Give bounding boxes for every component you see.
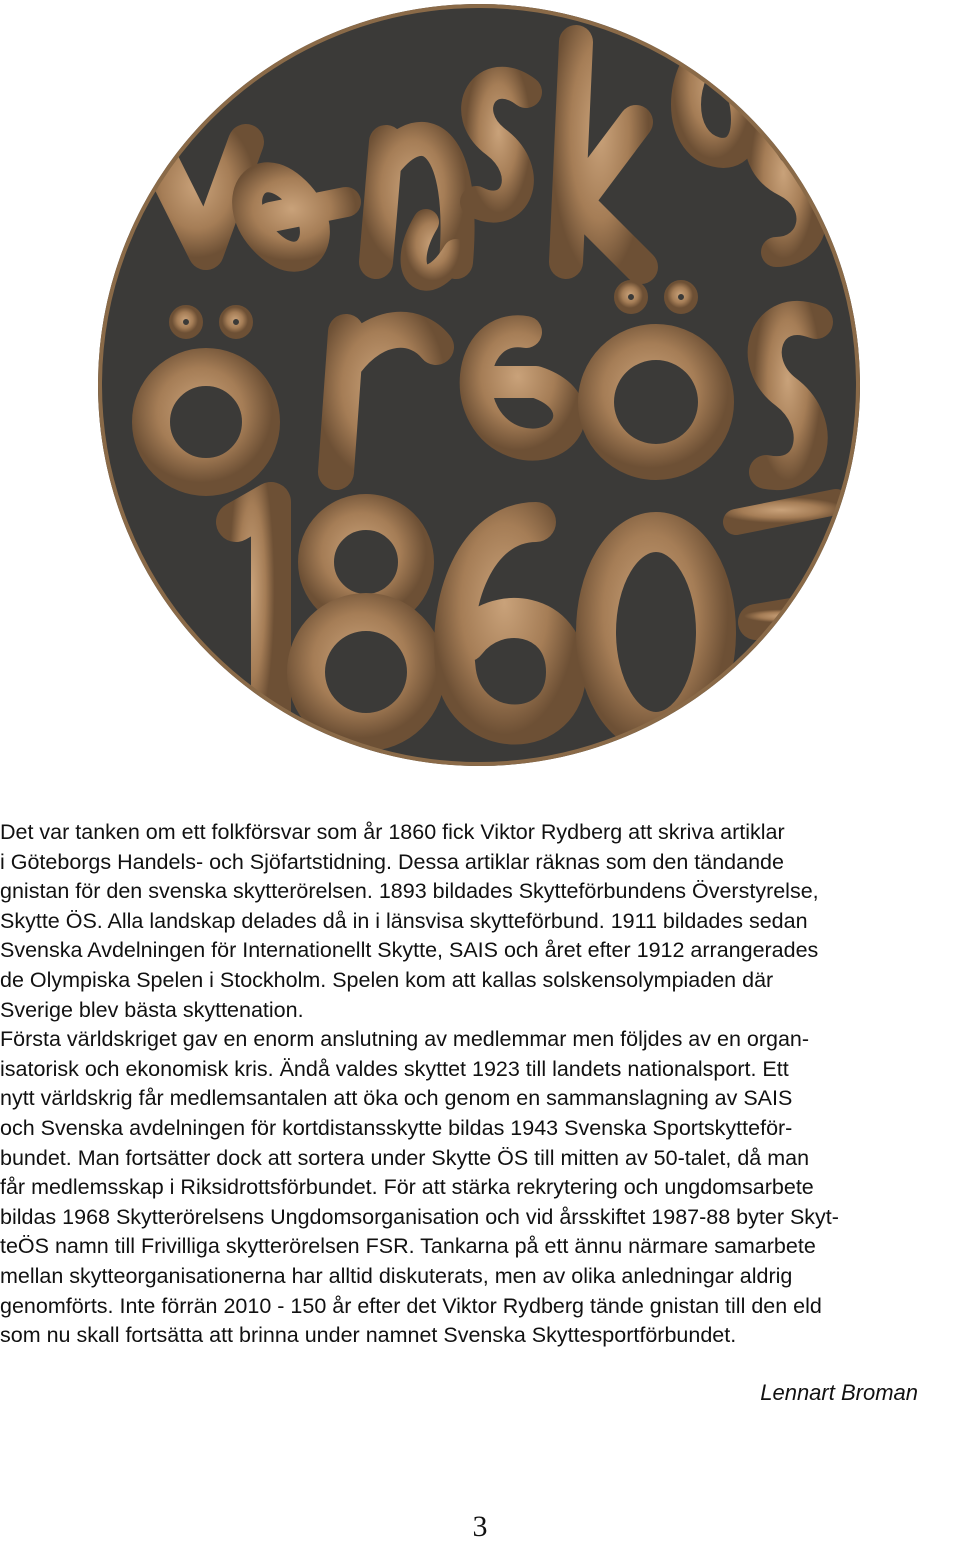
article-line: som nu skall fortsätta att brinna under namnet Svenska Skyttesportförbundet. [0,1323,737,1348]
article-line: isatorisk och ekonomisk kris. Ändå valdes skyttet 1923 till landets nationalsport. Ett [0,1056,789,1081]
article-line: Sverige blev bästa skyttenation. [0,997,304,1022]
article-line: Det var tanken om ett folkförsvar som år 1860 fick Viktor Rydberg att skriva artiklar [0,820,785,844]
article-line: mellan skytteorganisationerna har alltid diskuterats, men av olika anledningar aldrig [0,1263,793,1288]
article-line: och Svenska avdelningen för kortdistansskytte bildas 1943 Svenska Sportskytteför- [0,1115,793,1140]
article-line: gnistan för den svenska skytterörelsen. 1893 bildades Skytteförbundens Överstyrelse, [0,879,819,904]
article-line: Svenska Avdelningen för Internationellt Skytte, SAIS och året efter 1912 arrangerades [0,938,819,963]
article-body [0,818,948,1351]
medal-image [96,2,862,768]
article-line: bildas 1968 Skytterörelsens Ungdomsorganisation och vid årsskiftet 1987-88 byter Skyt- [0,1204,839,1229]
article-line: teÖS namn till Frivilliga skytterörelsen FSR. Tankarna på ett ännu närmare samarbete [0,1234,816,1259]
article-line: Första världskriget gav en enorm anslutning av medlemmar men följdes av en organ- [0,1027,810,1052]
article-line: i Göteborgs Handels- och Sjöfartstidning. Dessa artiklar räknas som den tändande [0,849,784,874]
article-line: de Olympiska Spelen i Stockholm. Spelen kom att kallas solskensolympiaden där [0,967,774,992]
article-line: nytt världskrig får medlemsantalen att öka och genom en sammanslagning av SAIS [0,1086,793,1111]
author-signature: Lennart Broman [760,1380,918,1405]
bronze-medal-illustration [96,2,862,768]
page-number: 3 [472,1510,488,1543]
article-line: Skytte ÖS. Alla landskap delades då in i länsvisa skytteförbund. 1911 bildades sedan [0,908,808,933]
article-line: får medlemsskap i Riksidrottsförbundet. För att stärka rekrytering och ungdomsarbete [0,1175,814,1200]
article-line: genomförts. Inte förrän 2010 - 150 år efter det Viktor Rydberg tände gnistan till den eld [0,1293,822,1318]
article-line: bundet. Man fortsätter dock att sortera under Skytte ÖS till mitten av 50-talet, då man [0,1145,810,1170]
